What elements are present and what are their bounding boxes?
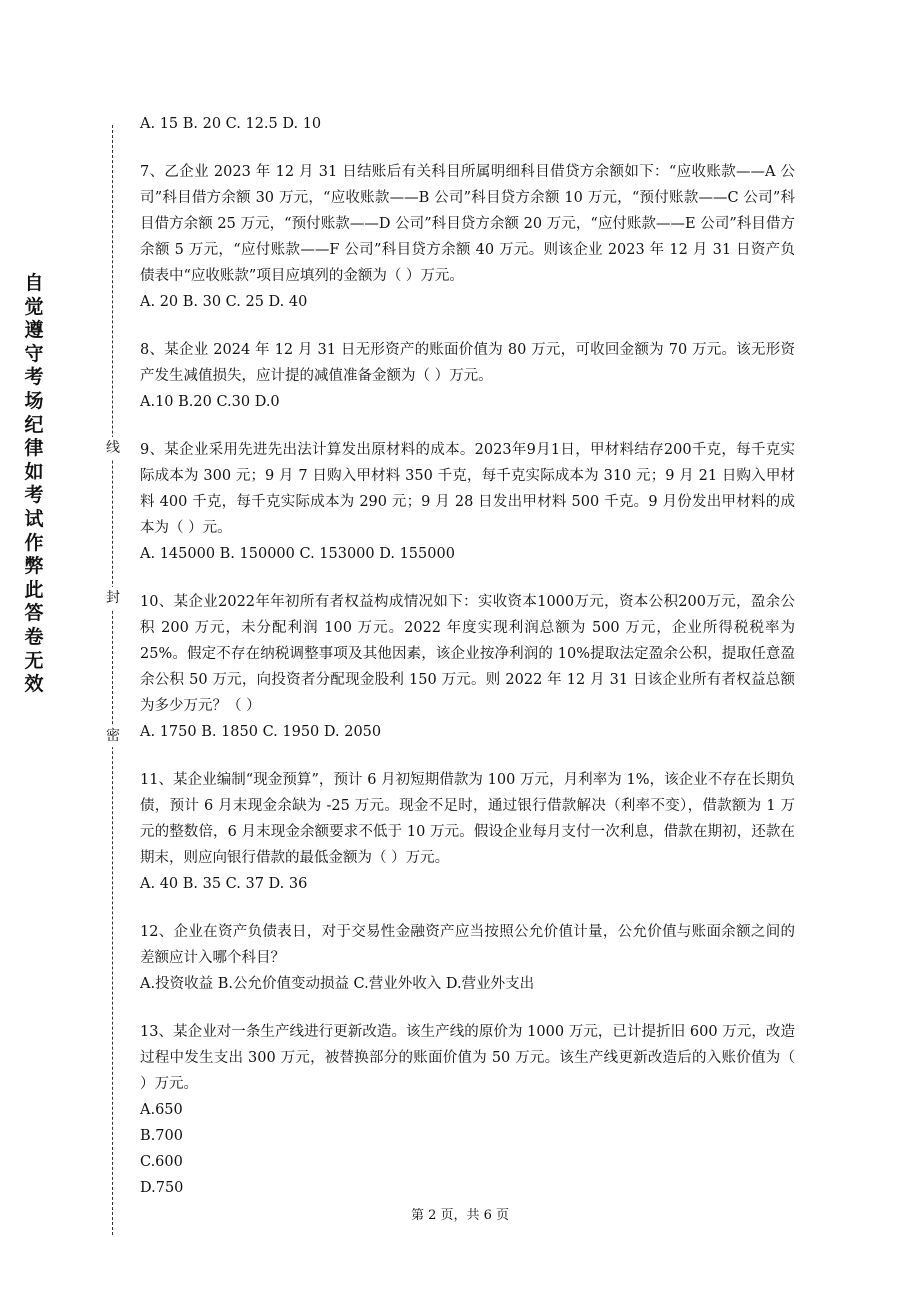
exam-discipline-notice: 自觉遵守考场纪律如考试作弊此答卷无效 [24, 272, 44, 696]
option-a: A.650 [140, 1102, 183, 1118]
question-options: A.10 B.20 C.30 D.0 [140, 394, 280, 410]
question-options: A.投资收益 B.公允价值变动损益 C.营业外收入 D.营业外支出 [140, 976, 535, 992]
question-list [140, 111, 795, 1223]
question-options: A. 15 B. 20 C. 12.5 D. 10 [140, 116, 322, 132]
question-8 [140, 337, 795, 415]
question-stem: 12、企业在资产负债表日，对于交易性金融资产应当按照公允价值计量，公允价值与账面余额之间的差额应计入哪个科目？ [140, 924, 795, 966]
question-13 [140, 1019, 795, 1201]
question-stem: 7、乙企业 2023 年 12 月 31 日结账后有关科目所属明细科目借贷方余额如下：“应收账款——A 公司”科目借方余额 30 万元，“应收账款——B 公司”科目贷方余额 10 万元，“预付账款——C 公司”科目借方余额 25 万元，“预付账款——D 公司”科目贷方余额 20 万元，“应付账款——E 公司”科目借方余额 5 万元，“应付账款——F 公司”科目贷方余额 40 万元。则该企业 2023 年 12 月 31 日资产负债表中“应收账款”项目应填列的金额为（ ）万元。 [140, 164, 795, 284]
question-stem: 9、某企业采用先进先出法计算发出原材料的成本。2023年9月1日，甲材料结存200千克，每千克实际成本为 300 元；9 月 7 日购入甲材料 350 千克，每千克实际成本为 310 元；9 月 21 日购入甲材料 400 千克，每千克实际成本为 290 元；9 月 28 日发出甲材料 500 千克。9 月份发出甲材料的成本为（ ）元。 [140, 442, 795, 536]
question-options: A. 145000 B. 150000 C. 153000 D. 155000 [140, 546, 455, 562]
question-12 [140, 919, 795, 997]
question-stem: 10、某企业2022年年初所有者权益构成情况如下：实收资本1000万元，资本公积200万元，盈余公积 200 万元，未分配利润 100 万元。2022 年度实现利润总额为 500 万元，企业所得税税率为 25%。假定不存在纳税调整事项及其他因素，该企业按净利润的 10%提取法定盈余公积，提取任意盈余公积 50 万元，向投资者分配现金股利 150 万元。则 2022 年 12 月 31 日该企业所有者权益总额为多少万元？（ ） [140, 594, 795, 714]
question-9 [140, 437, 795, 567]
page-number-footer: 第 2 页，共 6 页 [410, 1208, 510, 1223]
option-d: D.750 [140, 1180, 184, 1196]
question-6-tail [140, 111, 795, 137]
option-b: B.700 [140, 1128, 183, 1144]
question-stem: 11、某企业编制“现金预算”，预计 6 月初短期借款为 100 万元，月利率为 1%，该企业不存在长期负债，预计 6 月末现金余缺为 -25 万元。现金不足时，通过银行借款解决（利率不变），借款额为 1 万元的整数倍，6 月末现金余额要求不低于 10 万元。假设企业每月支付一次利息，借款在期初，还款在期末，则应向银行借款的最低金额为（ ）万元。 [140, 772, 795, 866]
question-options: A. 40 B. 35 C. 37 D. 36 [140, 876, 308, 892]
seal-char-secret: 密 [104, 725, 122, 747]
question-options: A. 20 B. 30 C. 25 D. 40 [140, 294, 308, 310]
binding-dashed-line [112, 125, 113, 1235]
question-10 [140, 589, 795, 745]
question-7 [140, 159, 795, 315]
question-11 [140, 767, 795, 897]
question-stem: 8、某企业 2024 年 12 月 31 日无形资产的账面价值为 80 万元，可收回金额为 70 万元。该无形资产发生减值损失，应计提的减值准备金额为（ ）万元。 [140, 342, 795, 384]
question-options: A. 1750 B. 1850 C. 1950 D. 2050 [140, 724, 382, 740]
seal-char-line: 线 [104, 437, 122, 459]
option-c: C.600 [140, 1154, 183, 1170]
seal-char-seal: 封 [104, 587, 122, 609]
question-stem: 13、某企业对一条生产线进行更新改造。该生产线的原价为 1000 万元，已计提折旧 600 万元，改造过程中发生支出 300 万元，被替换部分的账面价值为 50 万元。该生产线更新改造后的入账价值为（ ）万元。 [140, 1024, 795, 1092]
